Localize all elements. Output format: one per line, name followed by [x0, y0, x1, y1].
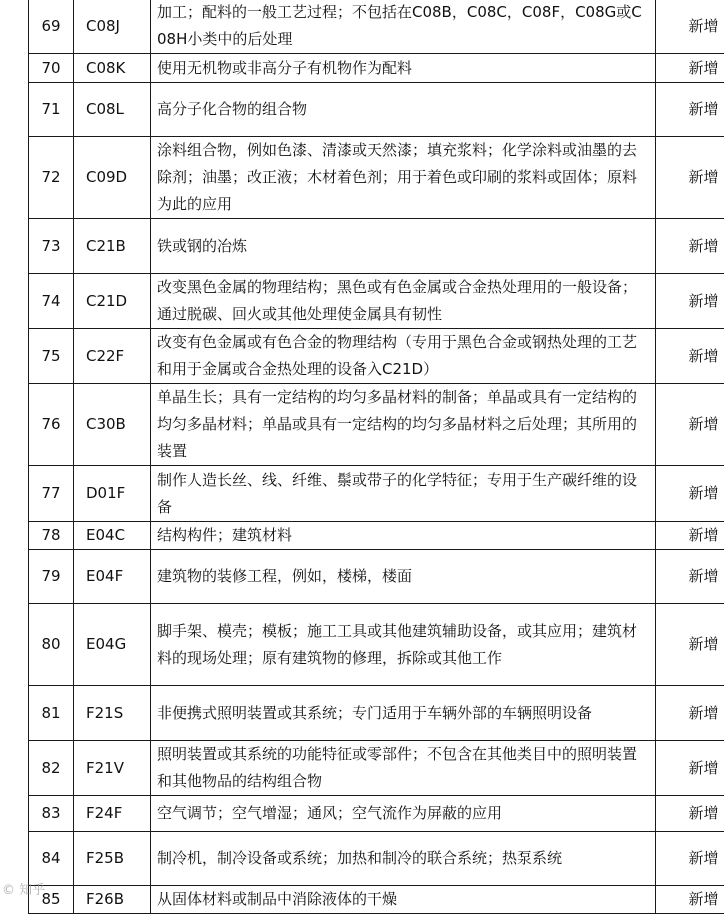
row-number: 81 [29, 686, 74, 741]
table-body [29, 0, 724, 914]
ipc-description: 制冷机，制冷设备或系统；加热和制冷的联合系统；热泵系统 [151, 832, 656, 886]
status-cell: 新增 [656, 796, 724, 832]
status-cell: 新增 [656, 83, 724, 137]
status-cell: 新增 [656, 886, 724, 914]
row-number: 83 [29, 796, 74, 832]
ipc-description: 制作人造长丝、线、纤维、鬃或带子的化学特征；专用于生产碳纤维的设备 [151, 466, 656, 522]
row-number: 72 [29, 137, 74, 219]
table-row [29, 384, 724, 466]
row-number: 79 [29, 550, 74, 604]
table-row [29, 832, 724, 886]
row-number: 69 [29, 0, 74, 54]
table-row [29, 466, 724, 522]
ipc-code: C30B [74, 384, 151, 466]
table-row [29, 886, 724, 914]
row-number: 75 [29, 329, 74, 384]
ipc-code: F21V [74, 741, 151, 796]
row-number: 76 [29, 384, 74, 466]
row-number: 70 [29, 54, 74, 83]
ipc-code: C08K [74, 54, 151, 83]
row-number: 78 [29, 522, 74, 550]
ipc-code: D01F [74, 466, 151, 522]
status-cell: 新增 [656, 686, 724, 741]
zhihu-watermark: © 知乎 [2, 879, 45, 898]
table-row [29, 137, 724, 219]
status-cell: 新增 [656, 274, 724, 329]
ipc-description: 涂料组合物，例如色漆、清漆或天然漆；填充浆料；化学涂料或油墨的去除剂；油墨；改正液；木材着色剂；用于着色或印刷的浆料或固体；原料为此的应用 [151, 137, 656, 219]
ipc-description: 非便携式照明装置或其系统；专门适用于车辆外部的车辆照明设备 [151, 686, 656, 741]
table-row [29, 550, 724, 604]
table-row [29, 54, 724, 83]
table-row [29, 274, 724, 329]
table-row [29, 796, 724, 832]
ipc-code: C09D [74, 137, 151, 219]
ipc-code: C21D [74, 274, 151, 329]
ipc-description: 改变黑色金属的物理结构；黑色或有色金属或合金热处理用的一般设备；通过脱碳、回火或其他处理使金属具有韧性 [151, 274, 656, 329]
ipc-code: C21B [74, 219, 151, 274]
ipc-description: 从固体材料或制品中消除液体的干燥 [151, 886, 656, 914]
ipc-description: 照明装置或其系统的功能特征或零部件；不包含在其他类目中的照明装置和其他物品的结构组合物 [151, 741, 656, 796]
table-row [29, 329, 724, 384]
ipc-code: C08J [74, 0, 151, 54]
ipc-description: 单晶生长；具有一定结构的均匀多晶材料的制备；单晶或具有一定结构的均匀多晶材料；单晶或具有一定结构的均匀多晶材料之后处理；其所用的装置 [151, 384, 656, 466]
row-number: 77 [29, 466, 74, 522]
row-number: 71 [29, 83, 74, 137]
ipc-description: 铁或钢的冶炼 [151, 219, 656, 274]
ipc-code: F24F [74, 796, 151, 832]
status-cell: 新增 [656, 219, 724, 274]
status-cell: 新增 [656, 0, 724, 54]
ipc-description: 高分子化合物的组合物 [151, 83, 656, 137]
table-row [29, 741, 724, 796]
status-cell: 新增 [656, 54, 724, 83]
classification-table [28, 0, 724, 914]
row-number: 73 [29, 219, 74, 274]
ipc-description: 建筑物的装修工程，例如，楼梯，楼面 [151, 550, 656, 604]
table-row [29, 0, 724, 54]
row-number: 80 [29, 604, 74, 686]
row-number: 74 [29, 274, 74, 329]
ipc-description: 改变有色金属或有色合金的物理结构（专用于黑色合金或钢热处理的工艺和用于金属或合金热处理的设备入C21D） [151, 329, 656, 384]
ipc-description: 使用无机物或非高分子有机物作为配料 [151, 54, 656, 83]
row-number: 85 [29, 886, 74, 914]
ipc-description: 空气调节；空气增湿；通风；空气流作为屏蔽的应用 [151, 796, 656, 832]
ipc-code: E04F [74, 550, 151, 604]
ipc-description: 加工；配料的一般工艺过程；不包括在C08B，C08C，C08F，C08G或C08H小类中的后处理 [151, 0, 656, 54]
ipc-code: F26B [74, 886, 151, 914]
status-cell: 新增 [656, 466, 724, 522]
table-row [29, 219, 724, 274]
status-cell: 新增 [656, 137, 724, 219]
status-cell: 新增 [656, 550, 724, 604]
status-cell: 新增 [656, 604, 724, 686]
status-cell: 新增 [656, 741, 724, 796]
ipc-description: 脚手架、模壳；模板；施工工具或其他建筑辅助设备，或其应用；建筑材料的现场处理；原有建筑物的修理，拆除或其他工作 [151, 604, 656, 686]
table-row [29, 83, 724, 137]
ipc-code: C08L [74, 83, 151, 137]
status-cell: 新增 [656, 522, 724, 550]
ipc-code: E04C [74, 522, 151, 550]
row-number: 82 [29, 741, 74, 796]
table-row [29, 604, 724, 686]
status-cell: 新增 [656, 329, 724, 384]
ipc-code: F21S [74, 686, 151, 741]
status-cell: 新增 [656, 832, 724, 886]
ipc-code: C22F [74, 329, 151, 384]
row-number: 84 [29, 832, 74, 886]
ipc-code: F25B [74, 832, 151, 886]
table-row [29, 686, 724, 741]
table-row [29, 522, 724, 550]
ipc-description: 结构构件；建筑材料 [151, 522, 656, 550]
ipc-code: E04G [74, 604, 151, 686]
status-cell: 新增 [656, 384, 724, 466]
